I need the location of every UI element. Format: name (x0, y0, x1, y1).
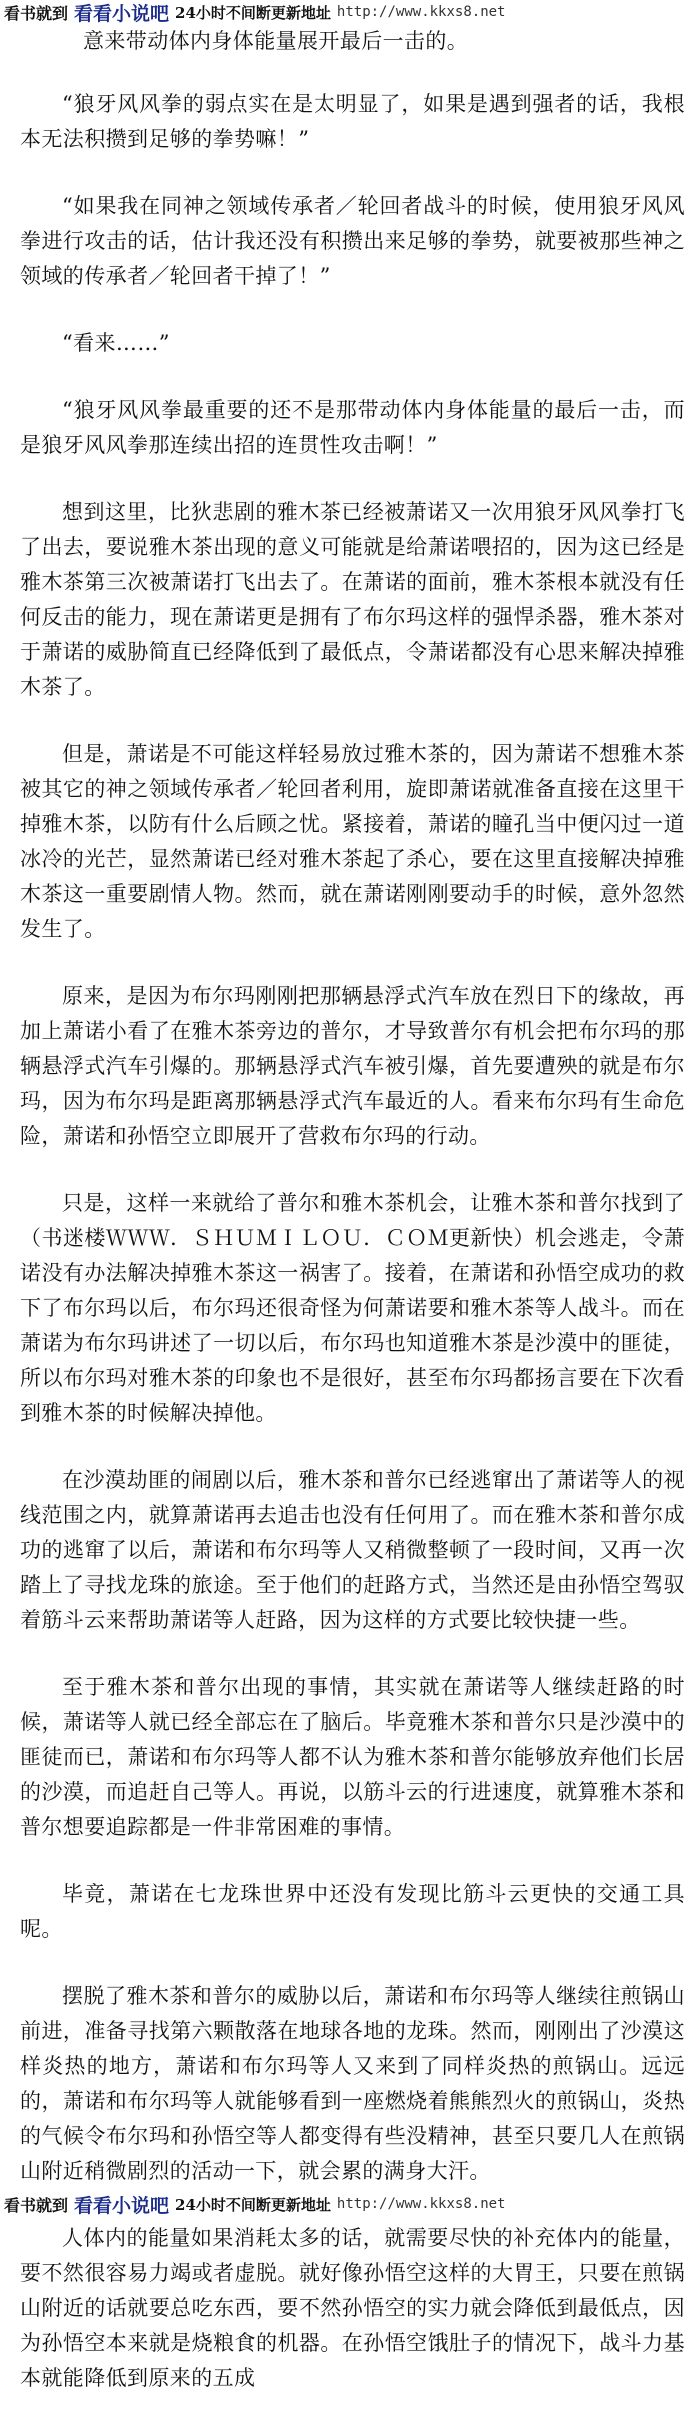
paragraph: 至于雅木茶和普尔出现的事情，其实就在萧诺等人继续赶路的时候，萧诺等人就已经全部忘在了脑后。毕竟雅木茶和普尔只是沙漠中的匪徒而已，萧诺和布尔玛等人都不认为雅木茶和普尔能够放弃他们长居的沙漠，而追赶自己等人。再说，以筋斗云的行进速度，就算雅木茶和普尔想要追踪都是一件非常困难的事情。 (20, 1675, 685, 1839)
site-banner-top (0, 0, 700, 24)
banner-tagline: 24小时不间断更新地址 (175, 2195, 331, 2214)
paragraph: 只是，这样一来就给了普尔和雅木茶机会，让雅木茶和普尔找到了（书迷楼ＷＷＷ．ＳＨＵＭＩＬＯＵ．ＣＯＭ更新快）机会逃走，令萧诺没有办法解决掉雅木茶这一祸害了。接着，在萧诺和孙悟空成功的救下了布尔玛以后，布尔玛还很奇怪为何萧诺要和雅木茶等人战斗。而在萧诺为布尔玛讲述了一切以后，布尔玛也知道雅木茶是沙漠中的匪徒，所以布尔玛对雅木茶的印象也不是很好，甚至布尔玛都扬言要在下次看到雅木茶的时候解决掉他。 (20, 1191, 685, 1425)
banner-prefix: 看书就到 (4, 3, 69, 23)
paragraph: “狼牙风风拳的弱点实在是太明显了，如果是遇到强者的话，我根本无法积攒到足够的拳势嘛！” (20, 92, 685, 151)
banner-site-link[interactable]: 看看小说吧 (74, 2194, 170, 2217)
paragraph: 摆脱了雅木茶和普尔的威胁以后，萧诺和布尔玛等人继续往煎锅山前进，准备寻找第六颗散落在地球各地的龙珠。然而，刚刚出了沙漠这样炎热的地方，萧诺和布尔玛等人又来到了同样炎热的煎锅山。远远的，萧诺和布尔玛等人就能够看到一座燃烧着熊熊烈火的煎锅山，炎热的气候令布尔玛和孙悟空等人都变得有些没精神，甚至只要几人在煎锅山附近稍微剧烈的活动一下，就会累的满身大汗。 (20, 1984, 685, 2183)
banner-tagline: 24小时不间断更新地址 (175, 3, 331, 22)
paragraph: 在沙漠劫匪的闹剧以后，雅木茶和普尔已经逃窜出了萧诺等人的视线范围之内，就算萧诺再去追击也没有任何用了。而在雅木茶和普尔成功的逃窜了以后，萧诺和布尔玛等人又稍微整顿了一段时间，又再一次踏上了寻找龙珠的旅途。至于他们的赶路方式，当然还是由孙悟空驾驭着筋斗云来帮助萧诺等人赶路，因为这样的方式要比较快捷一些。 (20, 1468, 685, 1632)
paragraph: 人体内的能量如果消耗太多的话，就需要尽快的补充体内的能量，要不然很容易力竭或者虚脱。就好像孙悟空这样的大胃王，只要在煎锅山附近的话就要总吃东西，要不然孙悟空的实力就会降低到最低点，因为孙悟空本来就是烧粮食的机器。在孙悟空饿肚子的情况下，战斗力基本就能降低到原来的五成 (20, 2226, 685, 2390)
paragraph: “看来……” (62, 331, 170, 355)
paragraph: 意来带动体内身体能量展开最后一击的。 (83, 29, 469, 53)
paragraph: 毕竟，萧诺在七龙珠世界中还没有发现比筋斗云更快的交通工具呢。 (20, 1882, 685, 1941)
banner-url-link[interactable]: http://www.kkxs8.net (336, 4, 506, 20)
banner-site-link[interactable]: 看看小说吧 (74, 2, 170, 25)
chapter-body (20, 24, 685, 2428)
banner-prefix: 看书就到 (4, 2195, 69, 2215)
paragraph: 但是，萧诺是不可能这样轻易放过雅木茶的，因为萧诺不想雅木茶被其它的神之领域传承者／轮回者利用，旋即萧诺就准备直接在这里干掉雅木茶，以防有什么后顾之忧。紧接着，萧诺的瞳孔当中便闪过一道冰冷的光芒，显然萧诺已经对雅木茶起了杀心，要在这里直接解决掉雅木茶这一重要剧情人物。然而，就在萧诺刚刚要动手的时候，意外忽然发生了。 (20, 742, 685, 941)
paragraph: “狼牙风风拳最重要的还不是那带动体内身体能量的最后一击，而是狼牙风风拳那连续出招的连贯性攻击啊！” (20, 398, 685, 457)
paragraph: 想到这里，比狄悲剧的雅木茶已经被萧诺又一次用狼牙风风拳打飞了出去，要说雅木茶出现的意义可能就是给萧诺喂招的，因为这已经是雅木茶第三次被萧诺打飞出去了。在萧诺的面前，雅木茶根本就没有任何反击的能力，现在萧诺更是拥有了布尔玛这样的强悍杀器，雅木茶对于萧诺的威胁简直已经降低到了最低点，令萧诺都没有心思来解决掉雅木茶了。 (20, 500, 685, 699)
banner-url-link[interactable]: http://www.kkxs8.net (336, 2196, 506, 2212)
paragraph: “如果我在同神之领域传承者／轮回者战斗的时候，使用狼牙风风拳进行攻击的话，估计我还没有积攒出来足够的拳势，就要被那些神之领域的传承者／轮回者干掉了！” (20, 194, 685, 288)
site-banner-bottom (0, 2192, 700, 2216)
paragraph: 原来，是因为布尔玛刚刚把那辆悬浮式汽车放在烈日下的缘故，再加上萧诺小看了在雅木茶旁边的普尔，才导致普尔有机会把布尔玛的那辆悬浮式汽车引爆的。那辆悬浮式汽车被引爆，首先要遭殃的就是布尔玛，因为布尔玛是距离那辆悬浮式汽车最近的人。看来布尔玛有生命危险，萧诺和孙悟空立即展开了营救布尔玛的行动。 (20, 984, 685, 1148)
